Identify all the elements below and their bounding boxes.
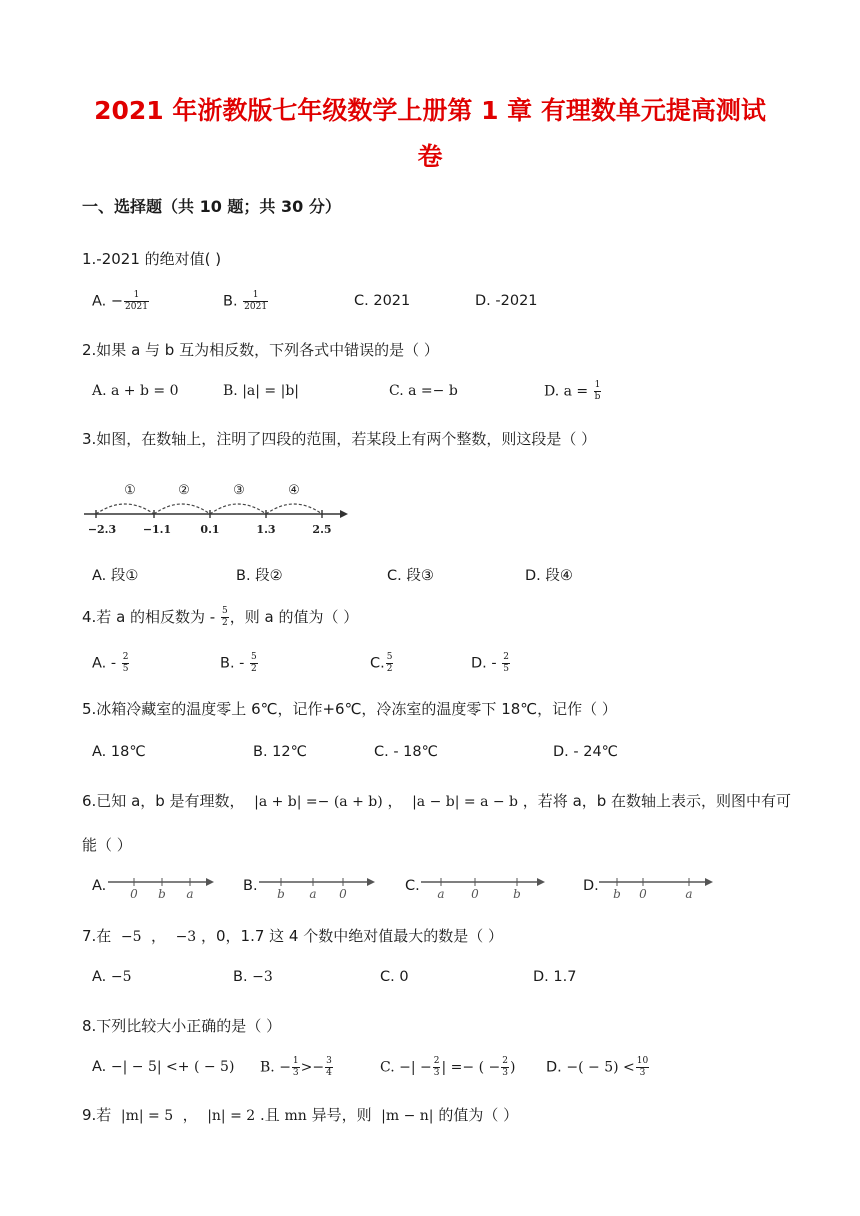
question-4-stem: 4.若 a 的相反数为 - $\frac{5}{2}$ ，则 a 的值为（ ）: [82, 606, 359, 628]
question-7-stem: 7.在 −5 ， −3 ，0，1.7 这 4 个数中绝对值最大的数是（ ）: [82, 927, 504, 945]
tick-label: 1.3: [256, 523, 276, 536]
q8-option-c[interactable]: C. −| − $\frac{2}{3}$ | =− ( − $\frac{2}{3}$ ): [380, 1056, 516, 1078]
fraction: $\frac{1}{2021}$: [125, 290, 148, 312]
tick-label: −1.1: [142, 523, 172, 536]
q3-option-d[interactable]: D. 段④: [525, 568, 573, 584]
document-title: [60, 88, 800, 180]
number-line-icon: [597, 874, 717, 900]
q3-option-b[interactable]: B. 段②: [236, 568, 283, 584]
title-line-2: 卷: [417, 142, 443, 171]
q7-option-a[interactable]: A. −5: [92, 969, 132, 985]
tick-label: 2.5: [312, 523, 332, 536]
fraction: $\frac{2}{3}$: [502, 1056, 508, 1078]
question-3-stem: 3.如图，在数轴上，注明了四段的范围，若某段上有两个整数，则这段是（ ）: [82, 430, 597, 448]
question-6-stem: 6.已知 a，b 是有理数， |a + b| =− (a + b) ， |a − b| = a − b ，若将 a，b 在数轴上表示，则图中有可: [82, 792, 792, 810]
fraction: $\frac{1}{3}$: [292, 1056, 299, 1078]
section-heading: 一、选择题（共 10 题；共 30 分）: [82, 197, 341, 216]
question-9-stem: 9.若 |m| = 5 ， |n| = 2 .且 mn 异号，则 |m − n| 的值为（ ）: [82, 1106, 519, 1124]
q5-option-a[interactable]: A. 18℃: [92, 744, 146, 760]
q1-option-b[interactable]: B. $\frac{1}{2021}$: [223, 290, 268, 312]
q6-option-d[interactable]: D. b 0 a: [583, 878, 599, 894]
segment-label-1: ①: [124, 483, 136, 498]
q3-option-c[interactable]: C. 段③: [387, 568, 434, 584]
segment-label-2: ②: [178, 483, 190, 498]
fraction: $\frac{3}{4}$: [326, 1056, 332, 1078]
segment-label-3: ③: [233, 483, 245, 498]
q3-option-a[interactable]: A. 段①: [92, 568, 139, 584]
number-line-icon: [257, 874, 377, 900]
q6-option-b[interactable]: B. b a 0: [243, 878, 258, 894]
question-2-stem: 2.如果 a 与 b 互为相反数，下列各式中错误的是（ ）: [82, 341, 439, 359]
title-line-1: 2021 年浙教版七年级数学上册第 1 章 有理数单元提高测试: [94, 96, 766, 125]
svg-text:b: b: [158, 887, 166, 900]
fraction: $\frac{2}{3}$: [433, 1056, 440, 1078]
svg-text:a: a: [685, 887, 693, 900]
question-1-stem: 1.-2021 的绝对值( ): [82, 250, 222, 268]
fraction: $\frac{1}{2021}$: [244, 290, 268, 312]
q6-option-a[interactable]: A. 0 b a: [92, 878, 106, 894]
svg-text:b: b: [613, 887, 621, 900]
fraction: $\frac{5}{2}$: [222, 606, 228, 628]
q5-option-b[interactable]: B. 12℃: [253, 744, 307, 760]
question-5-stem: 5.冰箱冷藏室的温度零上 6℃，记作+6℃，冷冻室的温度零下 18℃，记作（ ）: [82, 700, 617, 718]
q4-option-c[interactable]: C. $\frac{5}{2}$: [370, 652, 393, 674]
q3-number-line-figure: [82, 478, 352, 538]
question-6-stem-line2: 能（ ）: [82, 836, 132, 854]
fraction: $\frac{5}{2}$: [251, 652, 257, 674]
svg-text:a: a: [186, 887, 194, 900]
number-line-icon: [106, 874, 216, 900]
question-8-stem: 8.下列比较大小正确的是（ ）: [82, 1017, 282, 1035]
q2-option-d[interactable]: D. a = $\frac{1}{b}$: [544, 380, 601, 402]
q2-option-b[interactable]: B. |a| = |b|: [223, 383, 299, 399]
svg-text:0: 0: [471, 887, 479, 900]
svg-text:b: b: [277, 887, 285, 900]
q1-option-d[interactable]: D. -2021: [475, 293, 538, 309]
tick-label: 0.1: [200, 523, 220, 536]
svg-text:0: 0: [339, 887, 347, 900]
fraction: $\frac{1}{b}$: [594, 380, 601, 402]
q1-option-c[interactable]: C. 2021: [354, 293, 411, 309]
q7-option-b[interactable]: B. −3: [233, 969, 273, 985]
segment-label-4: ④: [288, 483, 300, 498]
q2-option-a[interactable]: A. a + b = 0: [92, 383, 179, 399]
q8-option-a[interactable]: A. −| − 5| <+ ( − 5): [92, 1059, 235, 1075]
q8-option-b[interactable]: B. − $\frac{1}{3}$ >− $\frac{3}{4}$: [260, 1056, 332, 1078]
q4-option-d[interactable]: D. - $\frac{2}{5}$: [471, 652, 509, 674]
q5-option-d[interactable]: D. - 24℃: [553, 744, 618, 760]
fraction: $\frac{2}{5}$: [122, 652, 129, 674]
svg-text:0: 0: [639, 887, 647, 900]
svg-text:0: 0: [130, 887, 138, 900]
tick-label: −2.3: [87, 523, 117, 536]
q8-option-d[interactable]: D. −( − 5) < $\frac{10}{3}$: [546, 1056, 649, 1078]
q7-option-c[interactable]: C. 0: [380, 969, 409, 985]
fraction: $\frac{10}{3}$: [636, 1056, 649, 1078]
q4-option-b[interactable]: B. - $\frac{5}{2}$: [220, 652, 257, 674]
q6-option-c[interactable]: C. a 0 b: [405, 878, 420, 894]
svg-text:a: a: [309, 887, 317, 900]
fraction: $\frac{2}{5}$: [503, 652, 509, 674]
svg-text:a: a: [437, 887, 445, 900]
q7-option-d[interactable]: D. 1.7: [533, 969, 577, 985]
q4-option-a[interactable]: A. - $\frac{2}{5}$: [92, 652, 129, 674]
q5-option-c[interactable]: C. - 18℃: [374, 744, 438, 760]
number-line-icon: [419, 874, 549, 900]
q2-option-c[interactable]: C. a =− b: [389, 383, 458, 399]
fraction: $\frac{5}{2}$: [386, 652, 393, 674]
svg-text:b: b: [513, 887, 521, 900]
q1-option-a[interactable]: A. − $\frac{1}{2021}$: [92, 290, 148, 312]
